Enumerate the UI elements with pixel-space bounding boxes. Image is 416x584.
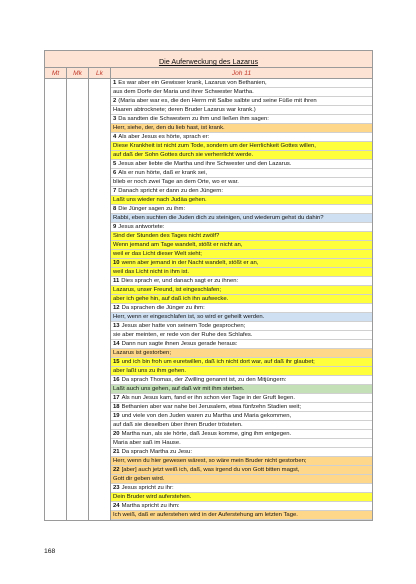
verse-text: Als er nun hörte, daß er krank sei, — [118, 170, 208, 176]
text-line — [111, 358, 372, 367]
verse-text: aber ich gehe hin, auf daß ich ihn aufwecke. — [113, 296, 229, 302]
text-line — [111, 277, 372, 286]
verse-text: Laßt auch uns gehen, auf daß wir mit ihm sterben. — [113, 386, 245, 392]
text-line — [111, 205, 372, 214]
verse-text: weil er das Licht dieser Welt sieht; — [113, 251, 202, 257]
text-line — [111, 385, 372, 394]
verse-text: und viele von den Juden waren zu Martha und Maria gekommen, — [121, 413, 292, 419]
text-line — [111, 448, 372, 457]
text-line — [111, 97, 372, 106]
verse-number: 15 — [113, 359, 120, 365]
verse-text: Dies sprach er, und danach sagt er zu ihnen: — [121, 278, 239, 284]
text-line — [111, 322, 372, 331]
verse-number: 11 — [113, 278, 120, 284]
verse-text: Jesus aber liebte die Martha und ihre Schwester und den Lazarus. — [118, 161, 292, 167]
verse-text: Danach spricht er dann zu den Jüngern: — [118, 188, 224, 194]
text-line — [111, 115, 372, 124]
verse-text: auf daß sie dieselben über ihren Bruder trösteten. — [113, 422, 243, 428]
text-line — [111, 223, 372, 232]
column-header-mk: Mk — [67, 68, 89, 78]
text-line — [111, 160, 372, 169]
text-line — [111, 79, 372, 88]
verse-number: 6 — [113, 170, 117, 176]
column-header-mt: Mt — [45, 68, 67, 78]
verse-text: Sind der Stunden des Tages nicht zwölf? — [113, 233, 220, 239]
text-line — [111, 88, 372, 97]
verse-number: 20 — [113, 431, 120, 437]
text-line — [111, 439, 372, 448]
verse-text: Die Jünger sagen zu ihm: — [118, 206, 186, 212]
verse-text: Maria aber saß im Hause. — [113, 440, 181, 446]
column-header-joh: Joh 11 — [231, 69, 252, 77]
mt-column — [45, 79, 67, 520]
verse-number: 2 — [113, 98, 117, 104]
verse-number: 17 — [113, 395, 120, 401]
verse-text: Haaren abtrocknete; deren Bruder Lazarus war krank.) — [113, 107, 256, 113]
text-line — [111, 241, 372, 250]
text-line — [111, 421, 372, 430]
verse-text: Martha nun, als sie hörte, daß Jesus komme, ging ihm entgegen. — [121, 431, 292, 437]
text-line — [111, 106, 372, 115]
verse-text: Als nun Jesus kam, fand er ihn schon vier Tage in der Gruft liegen. — [121, 395, 295, 401]
verse-number: 22 — [113, 467, 120, 473]
verse-number: 16 — [113, 377, 120, 383]
text-line — [111, 304, 372, 313]
verse-text: Herr, wenn du hier gewesen wärest, so wäre mein Bruder nicht gestorben; — [113, 458, 307, 464]
text-line — [111, 196, 372, 205]
verse-text: auf daß der Sohn Gottes durch sie verherrlicht werde. — [113, 152, 254, 158]
verse-number: 1 — [113, 80, 117, 86]
text-line — [111, 466, 372, 475]
text-line — [111, 340, 372, 349]
joh-column — [111, 79, 372, 520]
verse-text: Es war aber ein Gewisser krank, Lazarus von Bethanien, — [118, 80, 267, 86]
text-line — [111, 142, 372, 151]
verse-number: 12 — [113, 305, 120, 311]
text-line — [111, 250, 372, 259]
text-line — [111, 313, 372, 322]
verse-text: Da sprach Martha zu Jesu: — [121, 449, 192, 455]
verse-number: 13 — [113, 323, 120, 329]
verse-number: 4 — [113, 134, 117, 140]
verse-number: 21 — [113, 449, 120, 455]
verse-number: 5 — [113, 161, 117, 167]
verse-text: Jesus antwortete: — [118, 224, 165, 230]
verse-text: Laßt uns wieder nach Judäa gehen. — [113, 197, 207, 203]
verse-text: Dann nun sagte ihnen Jesus gerade heraus: — [121, 341, 238, 347]
verse-number: 10 — [113, 260, 120, 266]
title-row — [45, 51, 372, 68]
text-line — [111, 214, 372, 223]
verse-text: Martha spricht zu ihm: — [121, 503, 180, 509]
verse-number: 24 — [113, 503, 120, 509]
verse-text: Da sandten die Schwestern zu ihm und ließen ihm sagen: — [118, 116, 269, 122]
text-line — [111, 511, 372, 520]
verse-number: 14 — [113, 341, 120, 347]
lk-column — [89, 79, 111, 520]
verse-text: weil das Licht nicht in ihm ist. — [113, 269, 189, 275]
text-line — [111, 493, 372, 502]
text-line — [111, 187, 372, 196]
text-line — [111, 367, 372, 376]
text-line — [111, 259, 372, 268]
text-line — [111, 232, 372, 241]
verse-text: Lazarus, unser Freund, ist eingeschlafen; — [113, 287, 222, 293]
verse-text: Jesus aber hatte von seinem Tode gesprochen; — [121, 323, 246, 329]
verse-text: Dein Bruder wird auferstehen. — [113, 494, 192, 500]
column-header-lk: Lk — [89, 68, 111, 78]
text-line — [111, 169, 372, 178]
verse-text: Herr, siehe, der, den du lieb hast, ist krank. — [113, 125, 225, 131]
verse-number: 18 — [113, 404, 120, 410]
verse-text: aus dem Dorfe der Maria und ihrer Schwester Martha. — [113, 89, 254, 95]
verse-text: Als aber Jesus es hörte, sprach er: — [118, 134, 210, 140]
text-line — [111, 502, 372, 511]
text-line — [111, 151, 372, 160]
text-line — [111, 268, 372, 277]
verse-text: blieb er noch zwei Tage an dem Orte, wo er war. — [113, 179, 239, 185]
text-line — [111, 331, 372, 340]
verse-number: 7 — [113, 188, 117, 194]
verse-number: 9 — [113, 224, 117, 230]
verse-number: 23 — [113, 485, 120, 491]
verse-text: sie aber meinten, er rede von der Ruhe des Schlafes. — [113, 332, 253, 338]
text-line — [111, 475, 372, 484]
verse-text: Ich weiß, daß er auferstehen wird in der Auferstehung am letzten Tage. — [113, 512, 298, 518]
text-line — [111, 124, 372, 133]
verse-text: Diese Krankheit ist nicht zum Tode, sondern um der Herrlichkeit Gottes willen, — [113, 143, 316, 149]
text-line — [111, 403, 372, 412]
text-line — [111, 178, 372, 187]
verse-text: [aber] auch jetzt weiß ich, daß, was irgend du von Gott bitten magst, — [121, 467, 300, 473]
verse-text: Da sprach Thomas, der Zwilling genannt ist, zu den Mitjüngern: — [121, 377, 287, 383]
mk-column — [67, 79, 89, 520]
verse-text: Lazarus ist gestorben; — [113, 350, 171, 356]
text-line — [111, 430, 372, 439]
column-header-row — [45, 68, 372, 79]
text-line — [111, 394, 372, 403]
verse-text: Rabbi, eben suchten die Juden dich zu steinigen, und wiederum gehst du dahin? — [113, 215, 324, 221]
text-line — [111, 295, 372, 304]
text-line — [111, 457, 372, 466]
verse-text: Bethanien aber war nahe bei Jerusalem, etwa fünfzehn Stadien weit; — [121, 404, 302, 410]
verse-text: Da sprachen die Jünger zu ihm: — [121, 305, 205, 311]
verse-text: wenn aber jemand in der Nacht wandelt, stößt er an, — [121, 260, 259, 266]
verse-text: Jesus spricht zu ihr: — [121, 485, 174, 491]
verse-number: 3 — [113, 116, 117, 122]
text-line — [111, 349, 372, 358]
verse-text: Wenn jemand am Tage wandelt, stößt er nicht an, — [113, 242, 243, 248]
verse-text: (Maria aber war es, die den Herrn mit Salbe salbte und seine Füße mit ihren — [118, 98, 317, 104]
text-line — [111, 484, 372, 493]
text-line — [111, 376, 372, 385]
text-line — [111, 286, 372, 295]
table-body — [45, 79, 372, 520]
passage-table — [44, 50, 373, 521]
verse-text: Gott dir geben wird. — [113, 476, 165, 482]
text-line — [111, 412, 372, 421]
verse-number: 19 — [113, 413, 120, 419]
page-number: 168 — [44, 548, 56, 555]
verse-text: Herr, wenn er eingeschlafen ist, so wird er geheilt werden. — [113, 314, 265, 320]
verse-number: 8 — [113, 206, 117, 212]
verse-text: und ich bin froh um euretwillen, daß ich nicht dort war, auf daß ihr glaubet; — [121, 359, 315, 365]
text-line — [111, 133, 372, 142]
verse-text: aber laßt uns zu ihm gehen. — [113, 368, 187, 374]
passage-title: Die Auferweckung des Lazarus — [158, 57, 259, 66]
